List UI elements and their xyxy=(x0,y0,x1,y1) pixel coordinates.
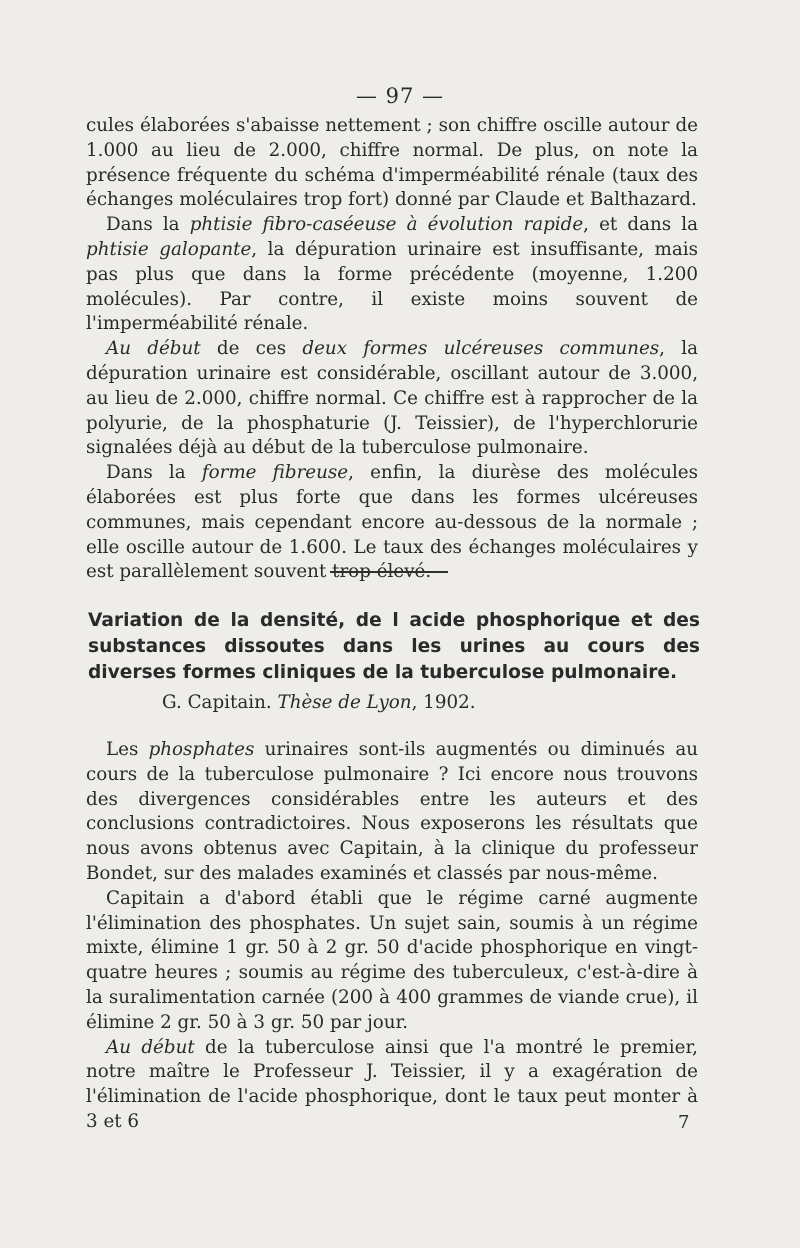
citation: G. Capitain. Thèse de Lyon, 1902. xyxy=(162,692,476,713)
page-number: — 97 — xyxy=(355,84,445,108)
paragraph: cules élaborées s'abaisse nettement ; son chiffre oscille autour de 1.000 au lieu de 2.000, chiffre normal. De plus, on note la présence fréquente du schéma d'imperméabilité rénale (taux des échanges moléculaires trop fort) donné par Claude et Balthazard. xyxy=(86,115,698,211)
paragraph: Au début de la tuberculose ainsi que l'a montré le premier, notre maître le Professeur J. Teissier, il y a exagération de l'élimination de l'acide phosphorique, dont le taux peut monter à 3 et 6 xyxy=(86,1036,698,1132)
text-block-top xyxy=(86,114,698,585)
paragraph: Capitain a d'abord établi que le régime carné augmente l'élimination des phosphates. Un sujet sain, soumis à un régime mixte, élimine 1 gr. 50 à 2 gr. 50 d'acide phosphorique en vingt-quatre heures ; soumis au régime des tuberculeux, c'est-à-dire à la suralimentation carnée (200 à 400 grammes de viande crue), il élimine 2 gr. 50 à 3 gr. 50 par jour. xyxy=(86,887,698,1033)
paragraph: Les phosphates urinaires sont-ils augmentés ou diminués au cours de la tuberculose pulmonaire ? Ici encore nous trouvons des divergences considérables entre les auteurs et des conclusions contradictoires. Nous exposerons les résultats que nous avons obtenus avec Capitain, à la clinique du professeur Bondet, sur des malades examinés et classés par nous-même. xyxy=(86,739,698,884)
text-block-bottom xyxy=(86,738,698,1135)
signature-mark: 7 xyxy=(678,1112,690,1133)
paragraph: Au début de ces deux formes ulcéreuses communes, la dépuration urinaire est considérable, oscillant autour de 3.000, au lieu de 2.000, chiffre normal. Ce chiffre est à rapprocher de la polyurie, de la phosphaturie (J. Teissier), de l'hyperchlorurie signalées déjà au début de la tuberculose pulmonaire. xyxy=(86,338,698,459)
section-title: Variation de la densité, de l acide phosphorique et des substances dissoutes dans les urines au cours des diverses formes cliniques de la tuberculose pulmonaire. xyxy=(88,610,700,683)
paragraph: Dans la phtisie fibro-caséeuse à évolution rapide, et dans la phtisie galopante, la dépuration urinaire est insuffisante, mais pas plus que dans la forme précédente (moyenne, 1.200 molécules). Par contre, il existe moins souvent de l'imperméabilité rénale. xyxy=(86,214,698,335)
section-divider xyxy=(330,571,448,573)
paragraph: Dans la forme fibreuse, enfin, la diurèse des molécules élaborées est plus forte que dans les formes ulcéreuses communes, mais cependant encore au-dessous de la normale ; elle oscille autour de 1.600. Le taux des échanges moléculaires y est parallèlement souvent trop élevé. xyxy=(86,462,698,583)
